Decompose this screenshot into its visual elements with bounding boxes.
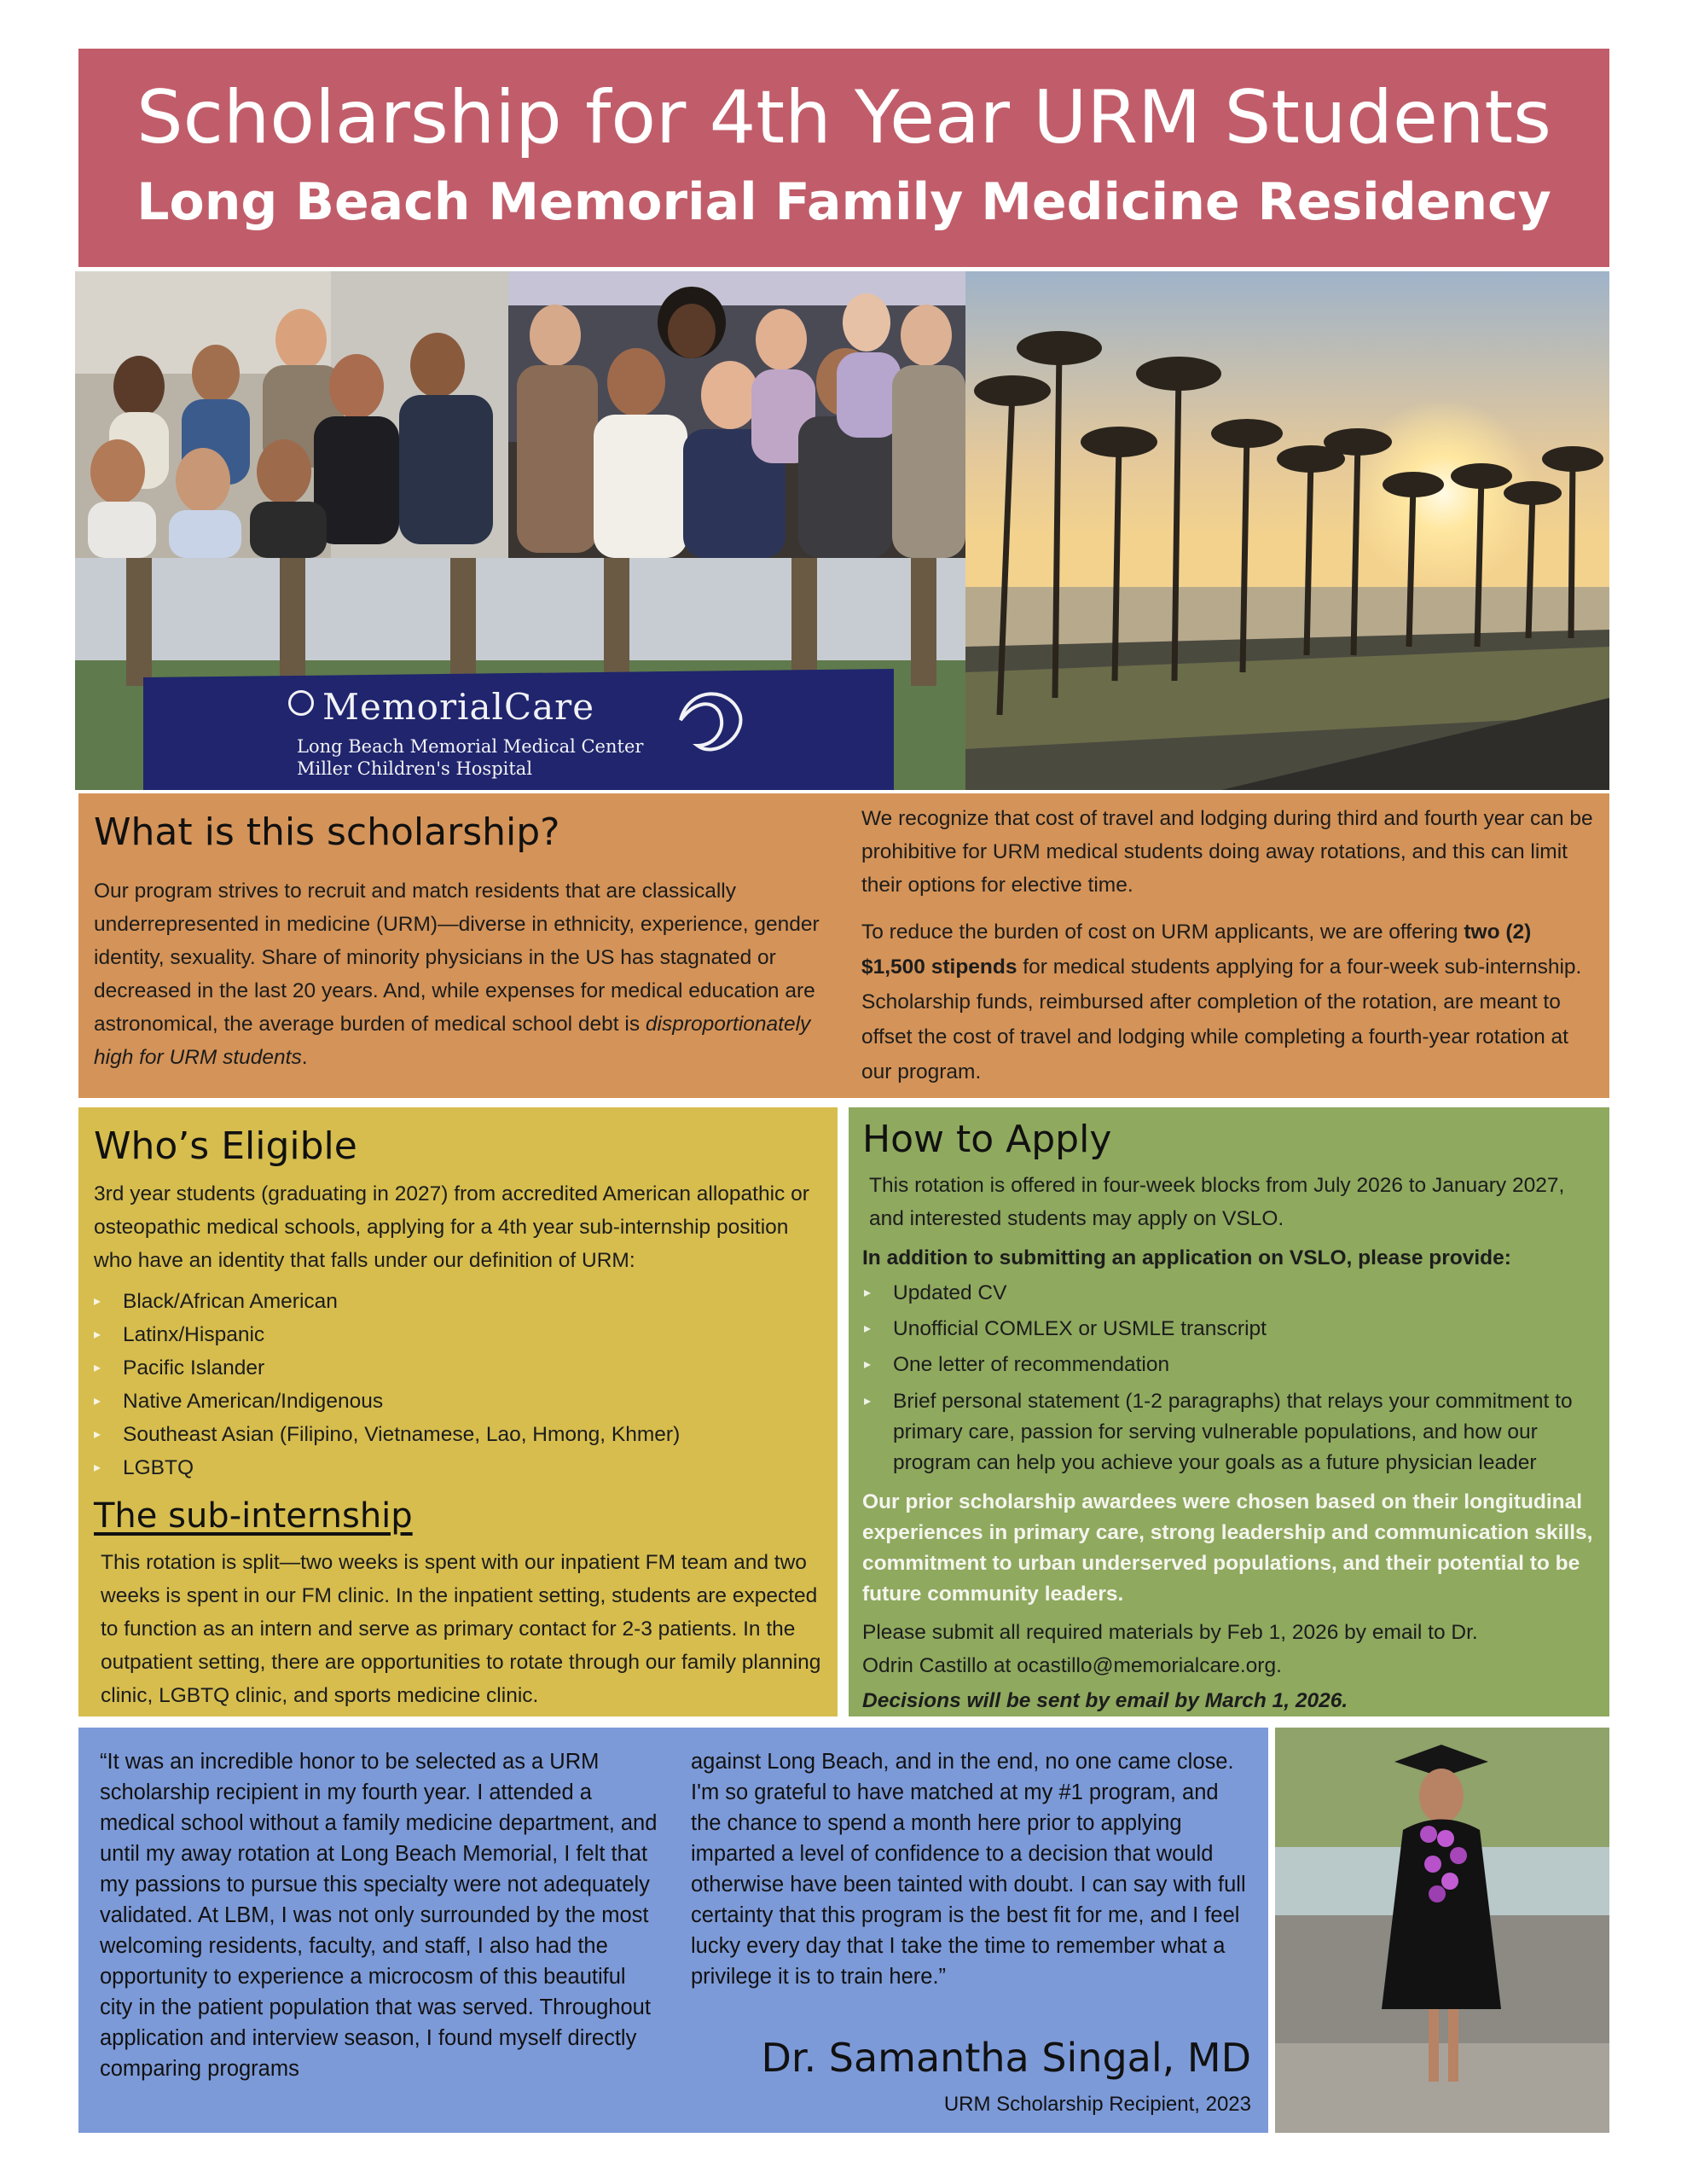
dolphin-logo-icon [664, 677, 757, 763]
residents-group-photo-1 [75, 271, 508, 558]
testimonial-author-role: URM Scholarship Recipient, 2023 [943, 2093, 1251, 2116]
apply-intro: This rotation is offered in four-week blocks from July 2026 to January 2027, and interested students may apply on VSLO. [869, 1174, 1565, 1230]
eligibility-item: ▸ Southeast Asian (Filipino, Vietnamese, Lao, Hmong, Khmer) [94, 1418, 827, 1451]
testimonial-column-2: against Long Beach, and in the end, no one came close. I'm so grateful to have matched at my #1 program, and the chance to spend a month here prior to applying imparted a level of confidence to a decision that would otherwise have been tainted with doubt. I can say with full certainty that this program is the best fit for me, and I feel lucky every day that I take the time to remember what a privilege it is to train here.” [691, 1750, 1246, 1989]
testimonial-column-1: “It was an incredible honor to be selected as a URM scholarship recipient in my fourth year. I attended a medical school without a family medicine department, and until my away rotation at Long Beach Memorial, I felt that my passions to pursue this specialty were not adequately validated. At LBM, I was not only surrounded by the most welcoming residents, faculty, and staff, I also had the opportunity to experience a microcosm of this beautiful city in the patient population that was served. Throughout application and interview season, I found myself directly comparing programs [100, 1750, 658, 2081]
emphasis-text: disproportionately high for URM students [94, 1013, 811, 1069]
eligibility-list [94, 1285, 827, 1484]
requirement-item: ▸ Updated CV [864, 1276, 1597, 1310]
sub-internship-heading: The sub-internship [94, 1496, 413, 1536]
page-subtitle: Long Beach Memorial Family Medicine Residency [136, 172, 1551, 232]
requirement-item: ▸ Brief personal statement (1-2 paragraphs) that relays your commitment to primary care, passion for serving vulnerable populations, and how our program can help you achieve your goals as a future physician leader [864, 1386, 1597, 1478]
eligibility-section [78, 1107, 838, 1716]
graduate-photo [1275, 1728, 1609, 2133]
eligibility-item: ▸ Native American/Indigenous [94, 1385, 827, 1418]
requirements-list [864, 1276, 1597, 1478]
apply-heading: How to Apply [862, 1118, 1112, 1161]
eligibility-item: ▸ Latinx/Hispanic [94, 1318, 827, 1351]
requirement-item: ▸ Unofficial COMLEX or USMLE transcript [864, 1312, 1597, 1345]
eligibility-item: ▸ LGBTQ [94, 1451, 827, 1484]
sunset-palms-photo [965, 271, 1609, 790]
decision-date: Decisions will be sent by email by March 1, 2026. [862, 1689, 1348, 1712]
header-banner [78, 49, 1609, 267]
residents-group-photo-2 [508, 271, 965, 558]
eligible-intro: 3rd year students (graduating in 2027) from accredited American allopathic or osteopathic medical schools, applying for a 4th year sub-internship position who have an identity that falls under our definition of URM: [94, 1182, 809, 1272]
what-is-scholarship-section [78, 793, 1609, 1098]
sign-line-2: Miller Children's Hospital [297, 758, 533, 779]
eligibility-item: ▸ Black/African American [94, 1285, 827, 1318]
requirement-item: ▸ One letter of recommendation [864, 1348, 1597, 1381]
what-paragraph-3: To reduce the burden of cost on URM applicants, we are offering two (2) $1,500 stipends for medical students applying for a four-week sub-internship. Scholarship funds, reimbursed after completion of the rotation, are meant to offset the cost of travel and lodging while completing a fourth-year rotation at our program. [861, 921, 1582, 1083]
how-to-apply-section [849, 1107, 1609, 1716]
memorialcare-sign-photo [75, 558, 965, 790]
testimonial-section [78, 1728, 1268, 2133]
memorialcare-flower-icon [288, 690, 314, 716]
what-paragraph-2: We recognize that cost of travel and lodging during third and fourth year can be prohibitive for URM medical students doing away rotations, and this can limit their options for elective time. [861, 807, 1593, 897]
sub-internship-text: This rotation is split—two weeks is spent with our inpatient FM team and two weeks is spent in our FM clinic. In the inpatient setting, students are expected to function as an intern and serve as primary contact for 2-3 patients. In the outpatient setting, there are opportunities to rotate through our family planning clinic, LGBTQ clinic, and sports medicine clinic. [101, 1551, 821, 1707]
provide-heading: In addition to submitting an application on VSLO, please provide: [862, 1246, 1511, 1269]
testimonial-author: Dr. Samantha Singal, MD [761, 2035, 1251, 2081]
what-paragraph-1: Our program strives to recruit and match residents that are classically underrepresented in medicine (URM)—diverse in ethnicity, experience, gender identity, sexuality. Share of minority physicians in the US has stagnated or decreased in the last 20 years. And, while expenses for medical education are astronomical, the average burden of medical school debt is disproportionately high for URM students. [94, 880, 820, 1069]
page-title: Scholarship for 4th Year URM Students [136, 75, 1551, 160]
sign-line-1: Long Beach Memorial Medical Center [297, 736, 644, 757]
eligibility-item: ▸ Pacific Islander [94, 1351, 827, 1385]
memorialcare-logo-text: MemorialCare [322, 686, 595, 728]
what-heading: What is this scholarship? [94, 810, 560, 854]
stipend-amount: two (2) $1,500 stipends [861, 921, 1532, 979]
eligible-heading: Who’s Eligible [94, 1124, 357, 1168]
submission-instructions: Please submit all required materials by Feb 1, 2026 by email to Dr. Odrin Castillo at ocastillo@memorialcare.org. [862, 1621, 1478, 1677]
awardees-criteria: Our prior scholarship awardees were chosen based on their longitudinal experiences in primary care, strong leadership and communication skills, commitment to urban underserved populations, and their potential to be future community leaders. [862, 1490, 1593, 1606]
